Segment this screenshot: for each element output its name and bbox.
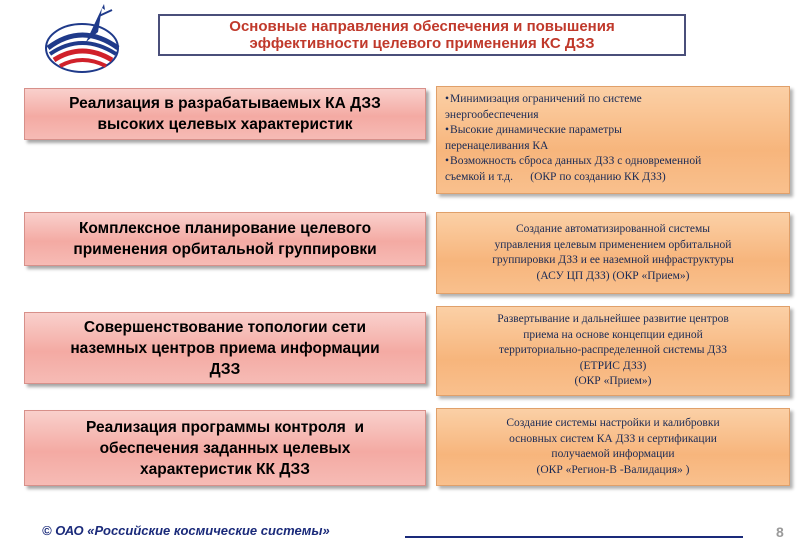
title-line-1: Основные направления обеспечения и повышения <box>229 18 615 35</box>
direction-2-line-1: Комплексное планирование целевого <box>78 220 372 237</box>
measure-2-line-1: Создание автоматизированной системы <box>515 223 710 235</box>
measure-2-line-3: группировки ДЗЗ и ее наземной инфраструктуры <box>492 254 734 266</box>
measure-3-line-4: (ЕТРИС ДЗЗ) <box>579 359 647 372</box>
direction-2-line-2: применения орбитальной группировки <box>73 241 377 258</box>
direction-4-line-3: характеристик КК ДЗЗ <box>140 460 310 478</box>
title-line-2: эффективности целевого применения КС ДЗЗ <box>249 35 595 52</box>
measure-4-line-3: получаемой информации <box>551 448 675 460</box>
measure-3-line-3: территориально-распределенной системы ДЗЗ <box>499 344 727 357</box>
measure-4-line-2: основных систем КА ДЗЗ и сертификации <box>509 432 717 445</box>
measure-3-line-2: приема на основе концепции единой <box>523 328 703 341</box>
page-number: 8 <box>776 524 784 540</box>
rocket-globe-logo-icon <box>38 2 130 74</box>
direction-box-4 <box>24 410 426 486</box>
measure-2-line-2: управления целевым применением орбитальной <box>494 238 732 251</box>
measure-4-line-4: (ОКР «Регион-В -Валидация» ) <box>536 463 690 476</box>
measure-bullet-2: • Высокие динамические параметры перенацеливания КА <box>445 123 781 154</box>
direction-4-line-1: Реализация программы контроля и <box>86 418 364 436</box>
direction-3-line-2: наземных центров приема информации <box>70 339 380 357</box>
measure-bullet-3: • Возможность сброса данных ДЗЗ с одновременной съемкой и т.д. (ОКР по созданию КК ДЗЗ) <box>445 154 781 185</box>
direction-box-3 <box>24 312 426 384</box>
direction-box-1 <box>24 88 426 140</box>
measure-3-line-1: Развертывание и дальнейшее развитие центров <box>497 313 729 326</box>
measures-box-4 <box>436 408 790 486</box>
measures-box-1 <box>436 86 790 194</box>
direction-1-line-1: Реализация в разрабатываемых КА ДЗЗ <box>69 95 381 112</box>
page-title <box>158 14 686 56</box>
direction-3-line-1: Совершенствование топологии сети <box>83 318 367 336</box>
measures-box-2 <box>436 212 790 294</box>
measure-4-line-1: Создание системы настройки и калибровки <box>506 417 720 429</box>
footer-company: © ОАО «Российские космические системы» <box>42 523 330 538</box>
direction-box-2 <box>24 212 426 266</box>
footer-divider <box>405 536 743 538</box>
direction-3-line-3: ДЗЗ <box>209 360 241 378</box>
measure-2-line-4: (АСУ ЦП ДЗЗ) (ОКР «Прием») <box>536 269 690 282</box>
direction-1-line-2: высоких целевых характеристик <box>97 116 353 133</box>
direction-4-line-2: обеспечения заданных целевых <box>99 439 351 457</box>
measure-bullet-1: • Минимизация ограничений по системе энергообеспечения <box>445 92 781 123</box>
measure-3-line-5: (ОКР «Прием») <box>574 375 652 388</box>
measures-box-3 <box>436 306 790 396</box>
